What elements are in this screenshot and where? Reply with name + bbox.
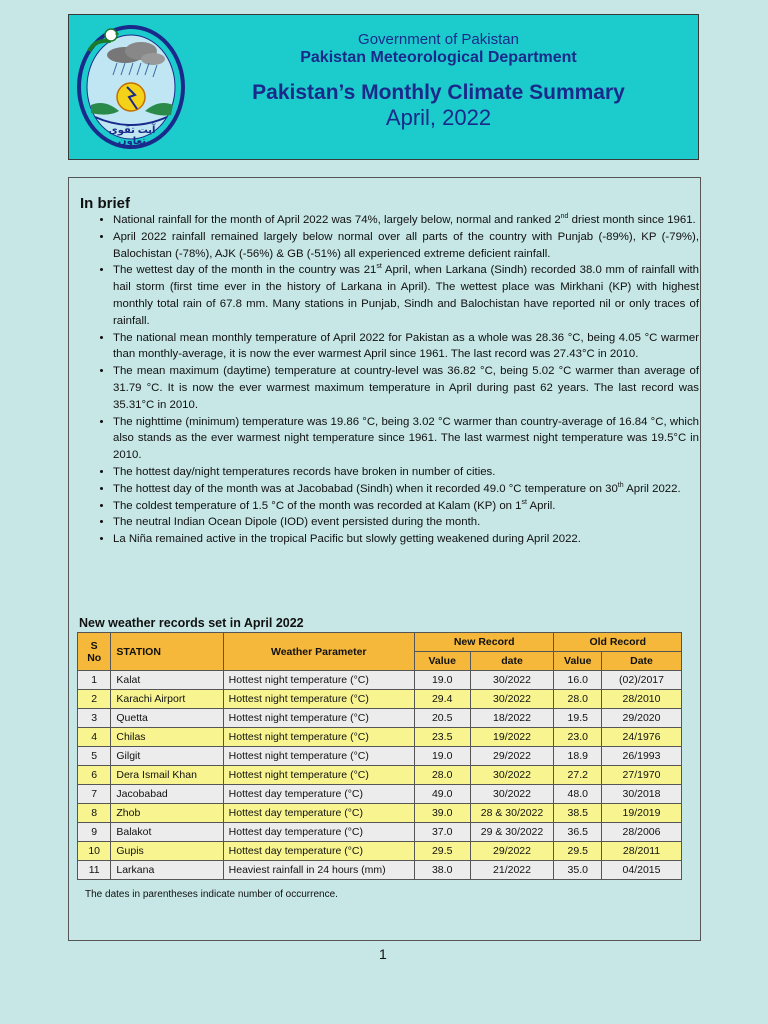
report-title: Pakistan’s Monthly Climate Summary [252,81,625,104]
row-old-date: 29/2020 [602,709,682,728]
row-old-date: 28/2006 [602,823,682,842]
row-new-date: 28 & 30/2022 [470,804,554,823]
col-old-value: Value [554,652,602,671]
row-old-date: (02)/2017 [602,671,682,690]
row-parameter: Heaviest rainfall in 24 hours (mm) [223,861,414,880]
row-old-value: 16.0 [554,671,602,690]
row-sno: 3 [78,709,111,728]
row-parameter: Hottest day temperature (°C) [223,823,414,842]
row-old-value: 29.5 [554,842,602,861]
row-new-value: 38.0 [414,861,470,880]
row-old-value: 36.5 [554,823,602,842]
row-old-value: 19.5 [554,709,602,728]
col-new-value: Value [414,652,470,671]
row-old-date: 27/1970 [602,766,682,785]
col-parameter: Weather Parameter [223,633,414,671]
header-text [199,31,678,131]
table-row [78,747,682,766]
col-sno: S No [78,633,111,671]
row-sno: 5 [78,747,111,766]
records-table [77,632,682,880]
col-old-date: Date [602,652,682,671]
row-sno: 11 [78,861,111,880]
table-row [78,671,682,690]
brief-item: • April 2022 rainfall remained largely below normal over all parts of the country with Punjab (-89%), KP (-79%), Balochistan (-78%), AJK (-56%) & GB (-51%) all experienced extreme deficient rainfall. [113,229,699,263]
row-new-date: 29/2022 [470,747,554,766]
col-old-record: Old Record [554,633,682,652]
row-old-date: 28/2011 [602,842,682,861]
row-new-date: 29/2022 [470,842,554,861]
row-new-date: 30/2022 [470,785,554,804]
row-old-value: 38.5 [554,804,602,823]
row-old-date: 26/1993 [602,747,682,766]
row-station: Balakot [111,823,223,842]
brief-item: • La Niña remained active in the tropical Pacific but slowly getting weakened during April 2022. [113,531,699,548]
table-row [78,709,682,728]
table-row [78,785,682,804]
table-row [78,690,682,709]
row-new-value: 49.0 [414,785,470,804]
header-banner [68,14,699,160]
row-old-date: 28/2010 [602,690,682,709]
row-parameter: Hottest night temperature (°C) [223,728,414,747]
brief-item: • The hottest day/night temperatures records have broken in number of cities. [113,464,699,481]
table-row [78,766,682,785]
brief-item: • The hottest day of the month was at Jacobabad (Sindh) when it recorded 49.0 °C temperature on 30th April 2022. [113,481,699,498]
row-sno: 9 [78,823,111,842]
brief-item: • The neutral Indian Ocean Dipole (IOD) event persisted during the month. [113,514,699,531]
row-station: Chilas [111,728,223,747]
brief-item: • The nighttime (minimum) temperature was 19.86 °C, being 3.02 °C warmer than country-average of 16.84 °C, which also stands as the ever warmest night temperature since 1961. The last warmest night temperature was 19.5°C in 2010. [113,414,699,464]
row-parameter: Hottest day temperature (°C) [223,804,414,823]
row-new-value: 20.5 [414,709,470,728]
row-old-value: 18.9 [554,747,602,766]
row-parameter: Hottest night temperature (°C) [223,671,414,690]
logo-motto: آیت تقوی تعاون [108,125,156,147]
row-parameter: Hottest day temperature (°C) [223,842,414,861]
row-parameter: Hottest night temperature (°C) [223,747,414,766]
row-sno: 8 [78,804,111,823]
row-station: Zhob [111,804,223,823]
row-new-date: 18/2022 [470,709,554,728]
row-new-value: 29.5 [414,842,470,861]
row-old-value: 28.0 [554,690,602,709]
row-new-date: 21/2022 [470,861,554,880]
row-sno: 10 [78,842,111,861]
row-station: Karachi Airport [111,690,223,709]
row-sno: 6 [78,766,111,785]
department-name: Pakistan Meteorological Department [300,49,577,66]
report-month: April, 2022 [385,105,492,130]
row-old-value: 35.0 [554,861,602,880]
row-station: Gilgit [111,747,223,766]
row-new-date: 30/2022 [470,766,554,785]
government-name: Government of Pakistan [358,31,519,48]
row-station: Quetta [111,709,223,728]
table-row [78,728,682,747]
table-row [78,804,682,823]
row-new-value: 19.0 [414,747,470,766]
row-old-value: 23.0 [554,728,602,747]
row-old-date: 19/2019 [602,804,682,823]
col-station: STATION [111,633,223,671]
row-sno: 4 [78,728,111,747]
row-parameter: Hottest night temperature (°C) [223,690,414,709]
table-row [78,842,682,861]
row-old-date: 04/2015 [602,861,682,880]
row-new-date: 30/2022 [470,690,554,709]
row-sno: 1 [78,671,111,690]
row-parameter: Hottest night temperature (°C) [223,766,414,785]
row-old-value: 27.2 [554,766,602,785]
brief-item: • The national mean monthly temperature of April 2022 for Pakistan as a whole was 28.36 °C, being 4.05 °C warmer than monthly-average, it is now the ever warmest April since 1961. The last record was 27.43°C in 2010. [113,330,699,364]
row-station: Gupis [111,842,223,861]
row-new-value: 28.0 [414,766,470,785]
pmd-logo [75,21,187,151]
row-parameter: Hottest day temperature (°C) [223,785,414,804]
in-brief-heading: In brief [80,195,131,212]
row-new-value: 29.4 [414,690,470,709]
brief-item: • The mean maximum (daytime) temperature at country-level was 36.82 °C, being 5.02 °C warmer than average of 31.79 °C. It is now the ever warmest maximum temperature in April during past 62 years. The last record was 35.31°C in 2010. [113,363,699,413]
page-number: 1 [379,946,387,962]
row-new-date: 30/2022 [470,671,554,690]
row-parameter: Hottest night temperature (°C) [223,709,414,728]
col-new-date: date [470,652,554,671]
row-sno: 7 [78,785,111,804]
content-box [68,177,701,941]
row-new-date: 19/2022 [470,728,554,747]
row-station: Jacobabad [111,785,223,804]
table-row [78,861,682,880]
records-table-body [78,671,682,880]
row-new-value: 23.5 [414,728,470,747]
row-station: Dera Ismail Khan [111,766,223,785]
records-note: The dates in parentheses indicate number of occurrence. [85,889,338,900]
brief-item: • The wettest day of the month in the country was 21st April, when Larkana (Sindh) recorded 38.0 mm of rainfall with hail storm (first time ever in the history of Larkana in April). The wettest place was Mirkhani (KP) with highest monthly total rain of 67.8 mm. Many stations in Punjab, Sindh and Balochistan have reported nil or only traces of rainfall. [113,262,699,329]
row-old-date: 30/2018 [602,785,682,804]
in-brief-list [89,212,699,548]
row-new-value: 39.0 [414,804,470,823]
brief-item: • The coldest temperature of 1.5 °C of the month was recorded at Kalam (KP) on 1st April. [113,498,699,515]
brief-item: • National rainfall for the month of April 2022 was 74%, largely below, normal and ranked 2nd driest month since 1961. [113,212,699,229]
row-new-value: 37.0 [414,823,470,842]
row-old-date: 24/1976 [602,728,682,747]
row-new-value: 19.0 [414,671,470,690]
row-station: Larkana [111,861,223,880]
table-row [78,823,682,842]
row-sno: 2 [78,690,111,709]
col-new-record: New Record [414,633,554,652]
row-station: Kalat [111,671,223,690]
row-old-value: 48.0 [554,785,602,804]
records-heading: New weather records set in April 2022 [79,616,304,630]
row-new-date: 29 & 30/2022 [470,823,554,842]
